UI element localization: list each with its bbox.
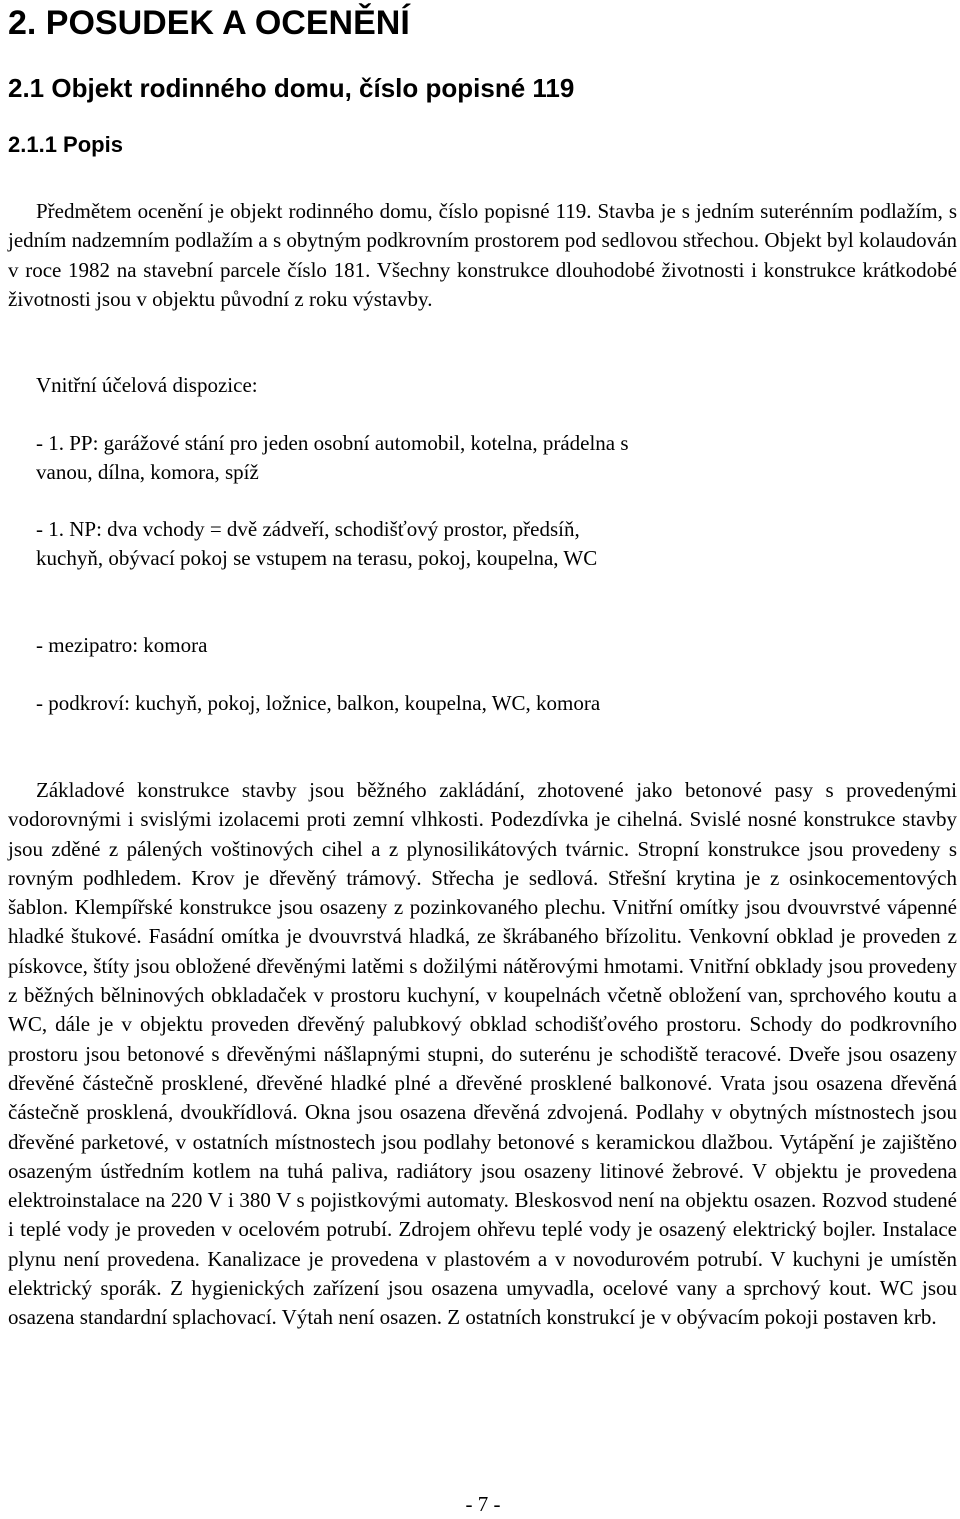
section-heading: 2.1 Objekt rodinného domu, číslo popisné 119: [8, 73, 575, 103]
disposition-item-basement: - 1. PP: garážové stání pro jeden osobní automobil, kotelna, prádelna s vanou, dílna, komora, spíž: [36, 431, 629, 485]
disposition-item-attic: - podkroví: kuchyň, pokoj, ložnice, balkon, koupelna, WC, komora: [36, 691, 601, 715]
intro-paragraph: Předmětem ocenění je objekt rodinného domu, číslo popisné 119. Stavba je s jedním suterénním podlažím, s jedním nadzemním podlažím a s obytným podkrovním prostorem pod sedlovou střechou. Objekt byl kolaudován v roce 1982 na stavební parcele číslo 181. Všechny konstrukce dlouhodobé životnosti i konstrukce krátkodobé životnosti jsou v objektu původní z roku výstavby.: [8, 199, 957, 311]
disposition-item-mezzanine: - mezipatro: komora: [36, 633, 208, 657]
disposition-item-ground-floor: - 1. NP: dva vchody = dvě zádveří, schodišťový prostor, předsíň, kuchyň, obývací pokoj se vstupem na terasu, pokoj, koupelna, WC: [36, 517, 598, 571]
construction-paragraph: Základové konstrukce stavby jsou běžného zakládání, zhotovené jako betonové pasy s provedenými vodorovnými i svislými izolacemi proti zemní vlhkosti. Podezdívka je cihelná. Svislé nosné konstrukce stavby jsou zděné z pálených voštinových cihel a z plynosilikátových tvárnic. Stropní konstrukce jsou provedeny s rovným podhledem. Krov je dřevěný trámový. Střecha je sedlová. Střešní krytina je z osinkocementových šablon. Klempířské konstrukce jsou osazeny z pozinkovaného plechu. Vnitřní omítky jsou dvouvrstvé vápenné hladké štukové. Fasádní omítka je dvouvrstvá hladká, ze škrábaného břízolitu. Venkovní obklad je proveden z pískovce, štíty jsou obložené dřevěnými latěmi s dožilými nátěrovými hmotami. Vnitřní obklady jsou provedeny z běžných bělninových obkladaček v prostoru kuchyní, v koupelnách včetně obložení van, sprchového koutu a WC, dále je v objektu proveden dřevěný palubkový obklad schodišťového prostoru. Schody do podkrovního prostoru jsou betonové s dřevěnými nášlapnými stupni, do suterénu je schodiště teracové. Dveře jsou osazeny dřevěné částečně prosklené, dřevěné hladké plné a dřevěné prosklené balkonové. Vrata jsou osazena dřevěná částečně prosklená, dvoukřídlová. Okna jsou osazena dřevěná zdvojená. Podlahy v obytných místnostech jsou dřevěné parketové, v ostatních místnostech jsou podlahy betonové s keramickou dlažbou. Vytápění je zajištěno osazeným ústředním kotlem na tuhá paliva, radiátory jsou osazeny litinové žebrové. V objektu je provedena elektroinstalace na 220 V i 380 V s pojistkovými automaty. Bleskosvod není na objektu osazen. Rozvod studené i teplé vody je proveden v ocelovém potrubí. Zdrojem ohřevu teplé vody je osazený elektrický bojler. Instalace plynu není provedena. Kanalizace je provedena v plastovém a v novodurovém potrubí. V kuchyni je umístěn elektrický sporák. Z hygienických zařízení jsou osazena umyvadla, ocelové vany a sprchový kout. WC jsou osazena standardní splachovací. Výtah není osazen. Z ostatních konstrukcí je v obývacím pokoji postaven krb.: [8, 778, 957, 1330]
chapter-heading: 2. POSUDEK A OCENĚNÍ: [8, 4, 410, 42]
page-number: - 7 -: [465, 1492, 501, 1516]
disposition-title: Vnitřní účelová dispozice:: [36, 373, 258, 397]
subsection-heading: 2.1.1 Popis: [8, 132, 123, 157]
